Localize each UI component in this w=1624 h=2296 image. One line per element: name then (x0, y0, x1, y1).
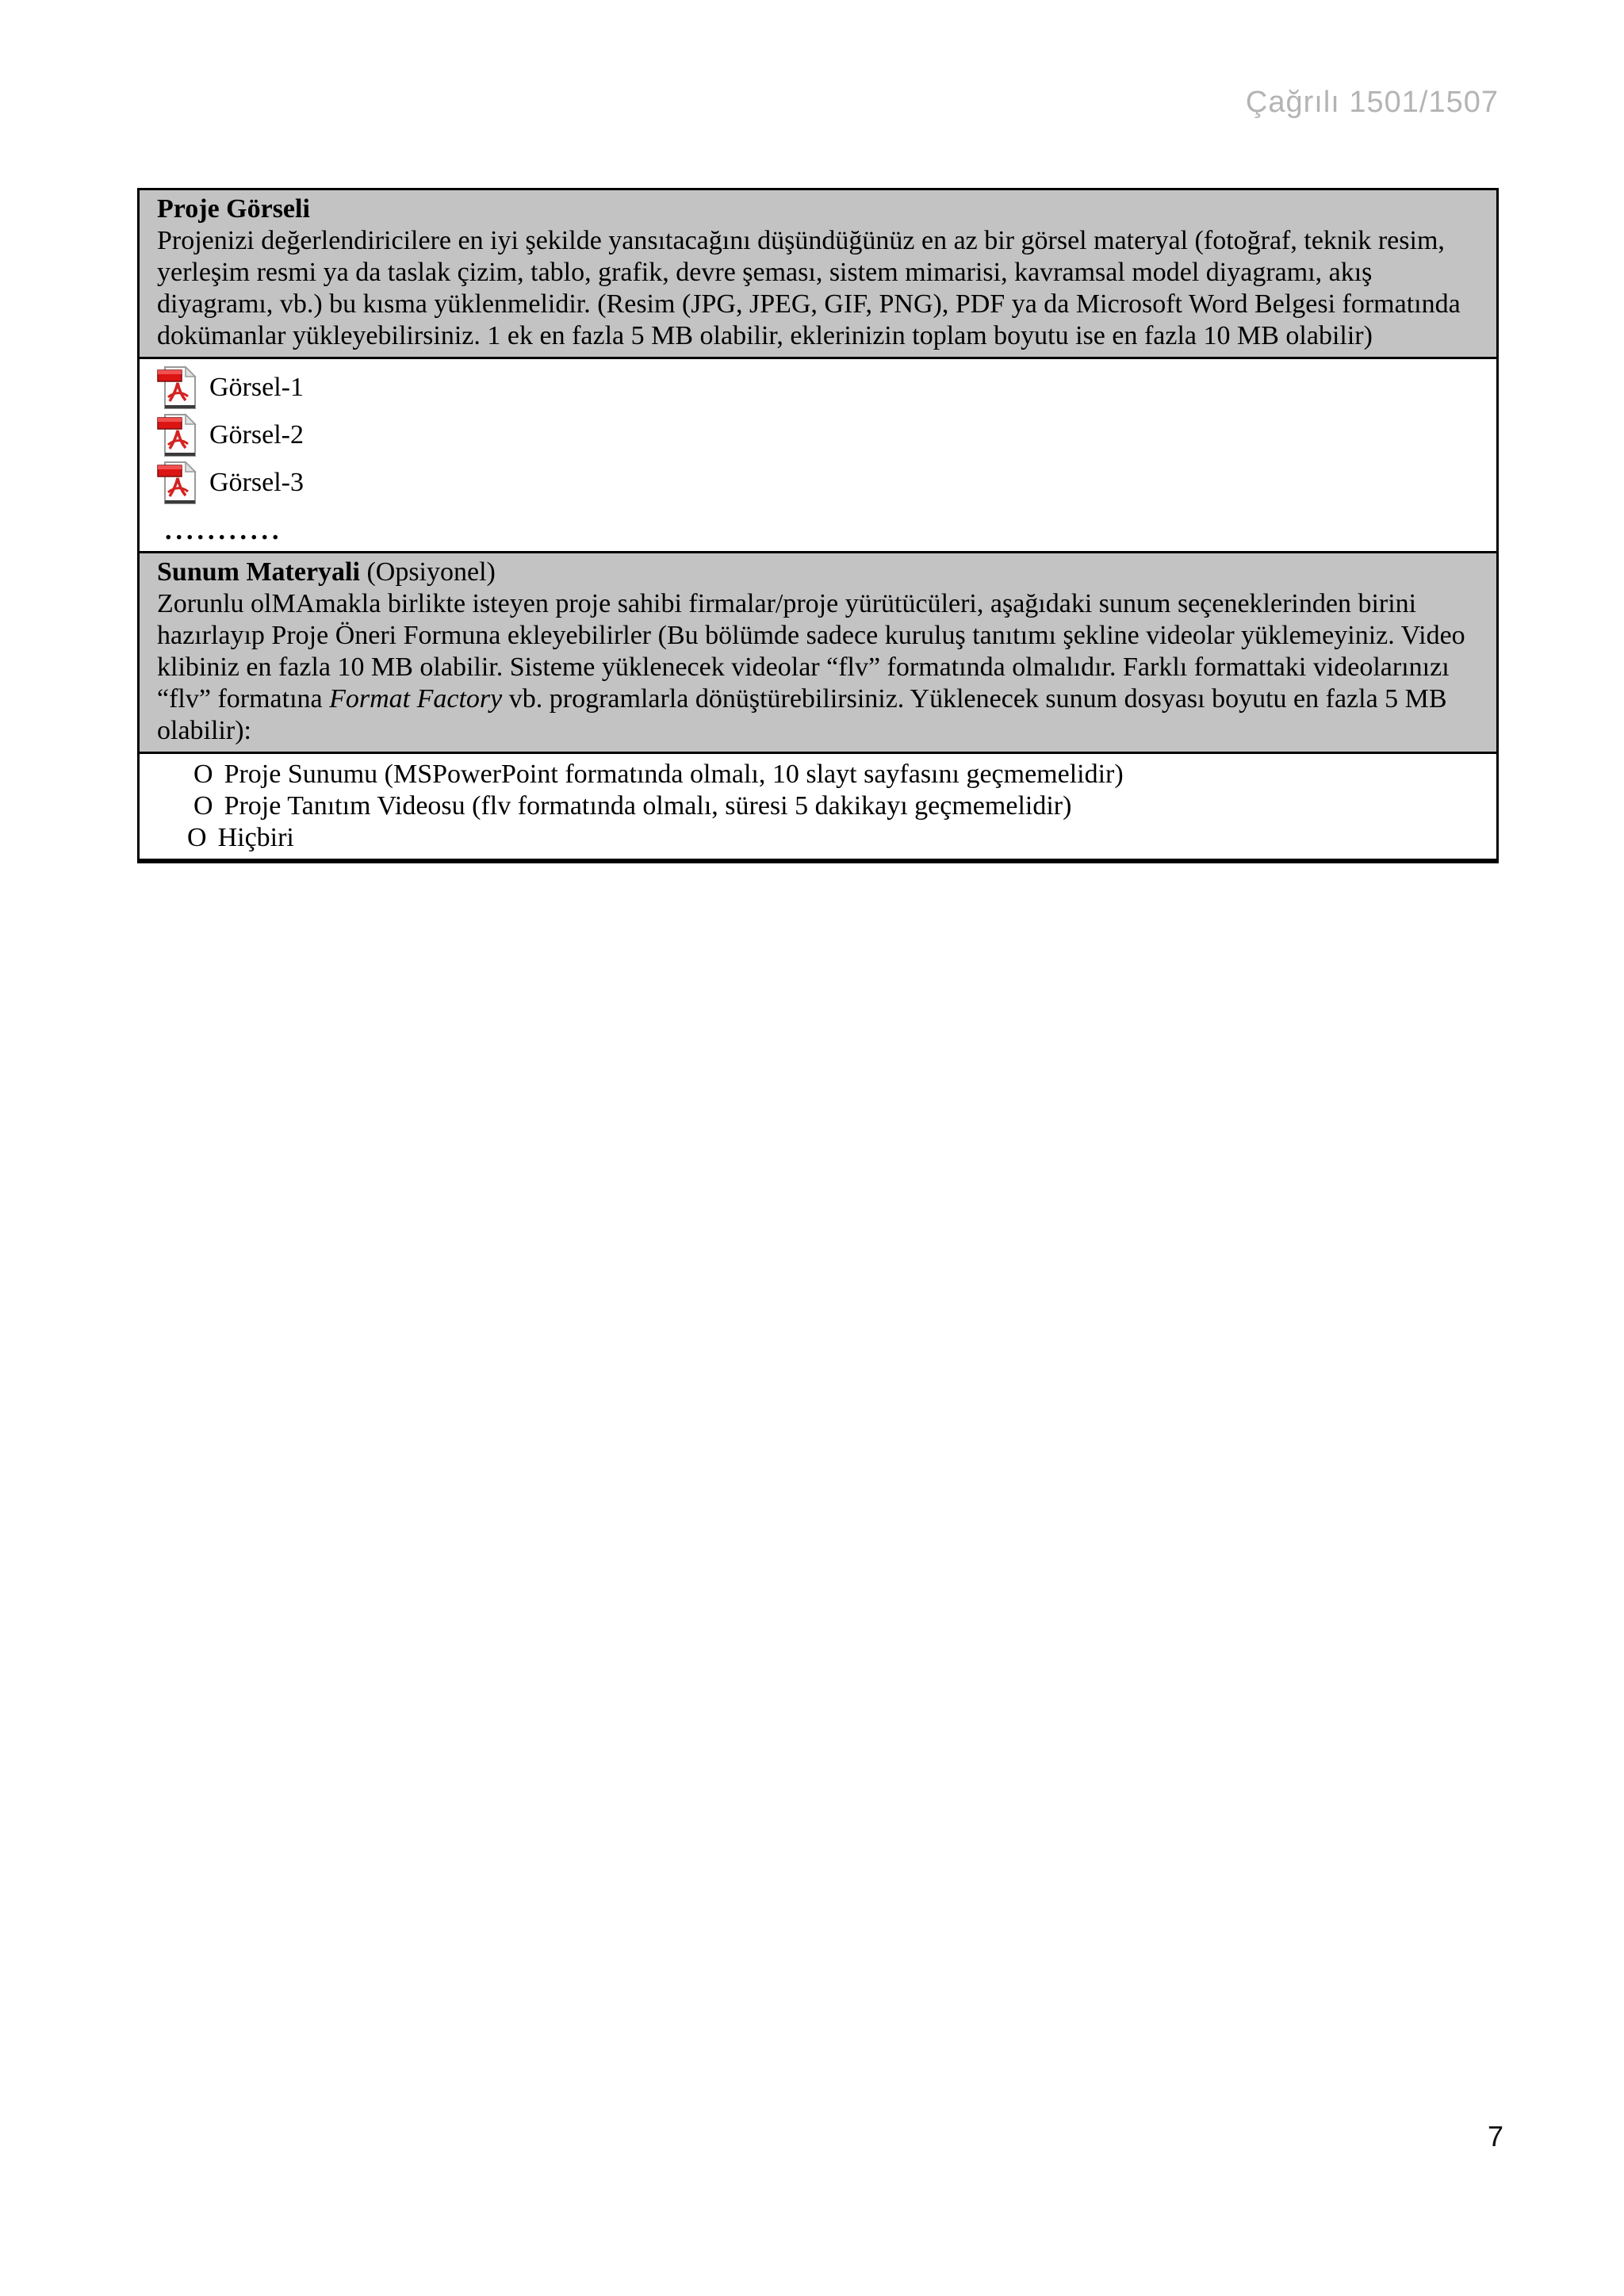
attachment-gorsel-1[interactable] (157, 364, 1479, 411)
option-label: Proje Tanıtım Videosu (flv formatında olmalı, süresi 5 dakikayı geçmemelidir) (224, 791, 1072, 821)
description-text: Zorunlu olMAmakla birlikte isteyen proje sahibi firmalar/proje yürütücüleri, aşağıdaki sunum seçeneklerinden birini hazırlayıp Proje Öneri Formuna ekleyebilirler (Bu bölümde sadece kuruluş tanıtımı şekline videolar yüklemeyiniz. Video klibiniz en fazla 10 MB olabilir. Sisteme yüklenecek videolar “flv” formatında olmalıdır. Farklı formattaki videolarınızı “flv” formatına (157, 589, 1465, 714)
call-reference-label: Çağrılı 1501/1507 (1245, 86, 1499, 119)
section-presentation-options (140, 754, 1496, 859)
project-form-table (137, 188, 1499, 863)
attachment-label: Görsel-1 (209, 373, 304, 402)
section-sunum-materyali (140, 553, 1496, 754)
pdf-file-icon (157, 460, 198, 506)
proje-gorseli-description: Projenizi değerlendiricilere en iyi şekilde yansıtacağını düşündüğünüz en az bir görsel materyal (fotoğraf, teknik resim, yerleşim resmi ya da taslak çizim, tablo, grafik, devre şeması, sistem mimarisi, kavramsal model diyagramı, akış diyagramı, vb.) bu kısma yüklenmelidir. (Resim (JPG, JPEG, GIF, PNG), PDF ya da Microsoft Word Belgesi formatında dokümanlar yükleyebilirsiniz. 1 ek en fazla 5 MB olabilir, eklerinizin toplam boyutu ise en fazla 10 MB olabilir) (157, 226, 1461, 350)
pdf-file-icon (157, 412, 198, 458)
radio-circle-icon: O (187, 823, 207, 852)
sunum-materyali-title (157, 557, 1479, 588)
sunum-materyali-title-bold: Sunum Materyali (157, 557, 360, 587)
attachment-gorsel-2[interactable] (157, 411, 1479, 459)
radio-circle-icon: O (193, 791, 213, 821)
sunum-materyali-title-suffix: (Opsiyonel) (359, 557, 496, 587)
attachment-gorsel-3[interactable] (157, 459, 1479, 507)
proje-gorseli-title: Proje Görseli (157, 194, 310, 224)
section-proje-gorseli (140, 190, 1496, 359)
attachment-label: Görsel-2 (209, 420, 304, 450)
more-attachments-placeholder: ........... (165, 516, 283, 545)
option-label: Proje Sunumu (MSPowerPoint formatında olmalı, 10 slayt sayfasını geçmemelidir) (224, 760, 1124, 789)
radio-circle-icon: O (193, 760, 213, 789)
option-hicbiri[interactable] (157, 822, 1479, 854)
option-label: Hiçbiri (217, 823, 294, 852)
sunum-materyali-description (157, 588, 1479, 747)
section-attachments (140, 359, 1496, 553)
attachment-label: Görsel-3 (209, 468, 304, 497)
pdf-file-icon (157, 365, 198, 411)
option-proje-sunumu[interactable] (157, 759, 1479, 790)
format-factory-italic: Format Factory (329, 684, 503, 714)
description-text: vb. programlarla dönüştürebilirsiniz. Yüklenecek sunum dosyası boyutu en fazla 5 MB olabilir): (157, 684, 1447, 745)
page-number: 7 (1487, 2120, 1503, 2152)
option-proje-tanitim-videosu[interactable] (157, 790, 1479, 822)
